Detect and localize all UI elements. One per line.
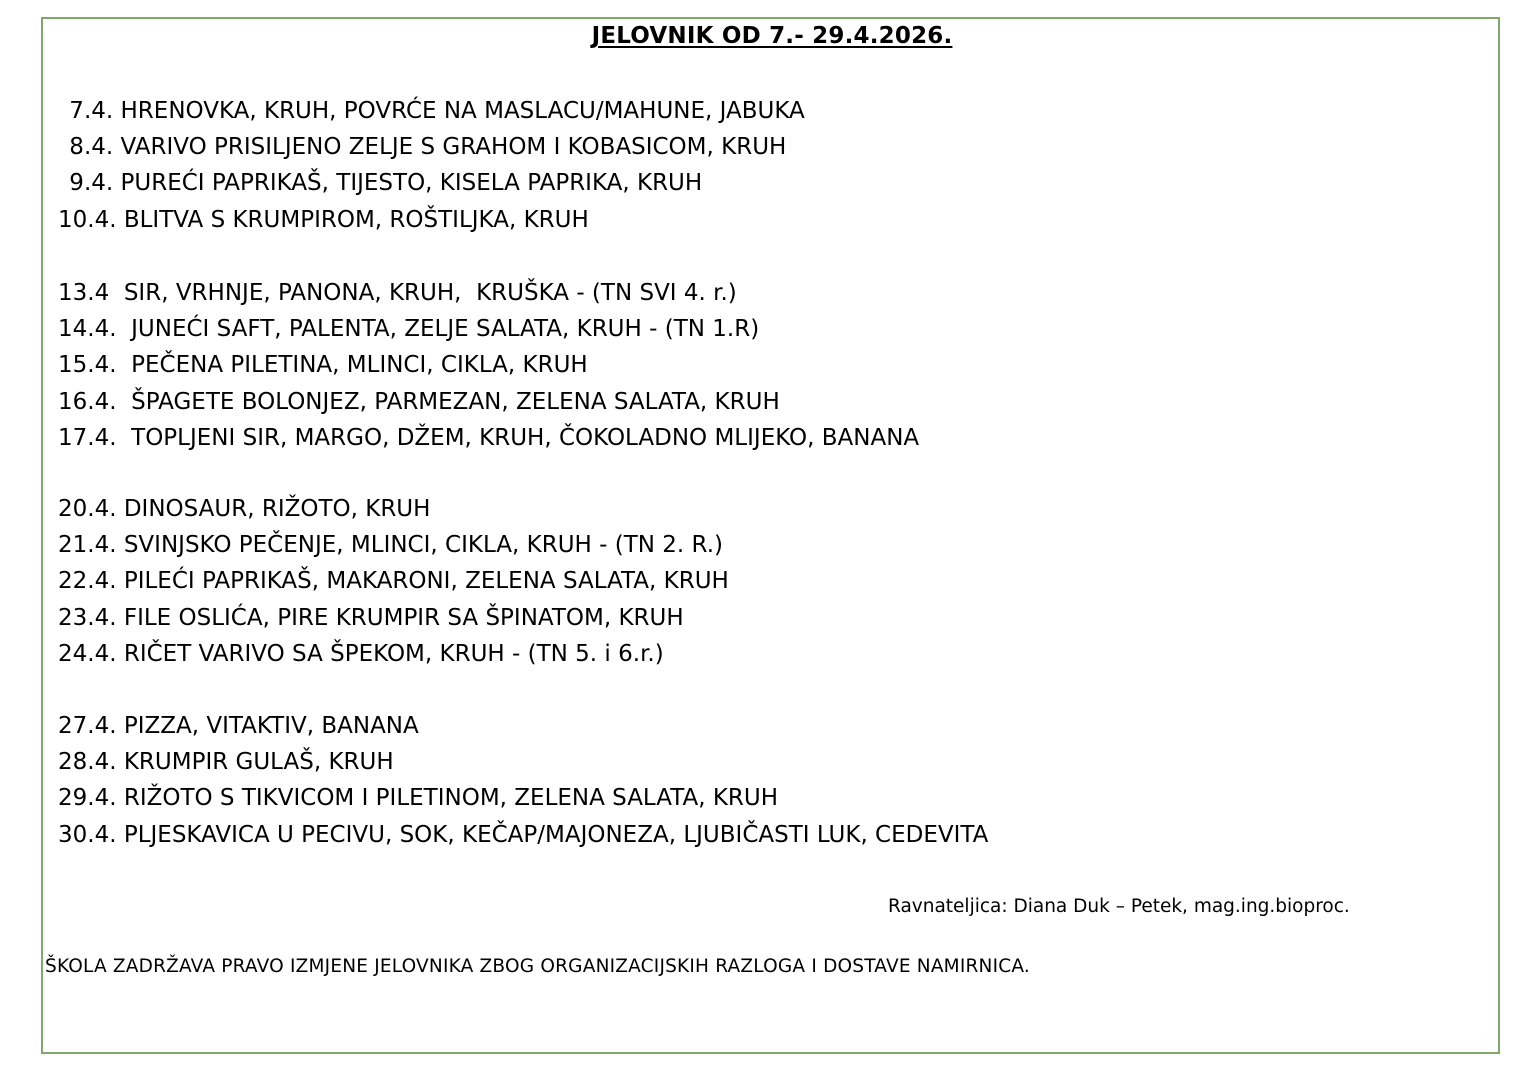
menu-day-item: 10.4. BLITVA S KRUMPIROM, ROŠTILJKA, KRUH: [58, 206, 589, 233]
menu-day-item: 8.4. VARIVO PRISILJENO ZELJE S GRAHOM I KOBASICOM, KRUH: [62, 134, 787, 161]
menu-day-item: 15.4. PEČENA PILETINA, MLINCI, CIKLA, KRUH: [58, 352, 588, 379]
disclaimer-note: ŠKOLA ZADRŽAVA PRAVO IZMJENE JELOVNIKA ZBOG ORGANIZACIJSKIH RAZLOGA I DOSTAVE NAMIRNICA.: [45, 956, 1030, 977]
menu-day-item: 23.4. FILE OSLIĆA, PIRE KRUMPIR SA ŠPINATOM, KRUH: [58, 604, 684, 631]
menu-day-item: 29.4. RIŽOTO S TIKVICOM I PILETINOM, ZELENA SALATA, KRUH: [58, 785, 779, 812]
menu-day-item: 9.4. PUREĆI PAPRIKAŠ, TIJESTO, KISELA PAPRIKA, KRUH: [62, 170, 703, 197]
menu-day-item: 28.4. KRUMPIR GULAŠ, KRUH: [58, 749, 394, 776]
menu-day-item: 22.4. PILEĆI PAPRIKAŠ, MAKARONI, ZELENA SALATA, KRUH: [58, 568, 729, 595]
menu-day-item: 24.4. RIČET VARIVO SA ŠPEKOM, KRUH - (TN 5. i 6.r.): [58, 640, 664, 667]
menu-title: JELOVNIK OD 7.- 29.4.2026.: [591, 23, 953, 49]
menu-day-item: 17.4. TOPLJENI SIR, MARGO, DŽEM, KRUH, ČOKOLADNO MLIJEKO, BANANA: [58, 424, 920, 451]
menu-day-item: 7.4. HRENOVKA, KRUH, POVRĆE NA MASLACU/MAHUNE, JABUKA: [62, 98, 805, 124]
menu-day-item: 20.4. DINOSAUR, RIŽOTO, KRUH: [58, 496, 431, 522]
menu-day-item: 16.4. ŠPAGETE BOLONJEZ, PARMEZAN, ZELENA SALATA, KRUH: [58, 388, 780, 415]
menu-day-item: 13.4 SIR, VRHNJE, PANONA, KRUH, KRUŠKA - (TN SVI 4. r.): [58, 280, 737, 306]
menu-day-item: 14.4. JUNEĆI SAFT, PALENTA, ZELJE SALATA, KRUH - (TN 1.R): [58, 316, 760, 343]
principal-signature: Ravnateljica: Diana Duk – Petek, mag.ing.bioproc.: [888, 896, 1350, 917]
menu-day-item: 21.4. SVINJSKO PEČENJE, MLINCI, CIKLA, KRUH - (TN 2. R.): [58, 532, 724, 559]
menu-day-item: 30.4. PLJESKAVICA U PECIVU, SOK, KEČAP/MAJONEZA, LJUBIČASTI LUK, CEDEVITA: [58, 821, 989, 848]
menu-day-item: 27.4. PIZZA, VITAKTIV, BANANA: [58, 713, 419, 739]
